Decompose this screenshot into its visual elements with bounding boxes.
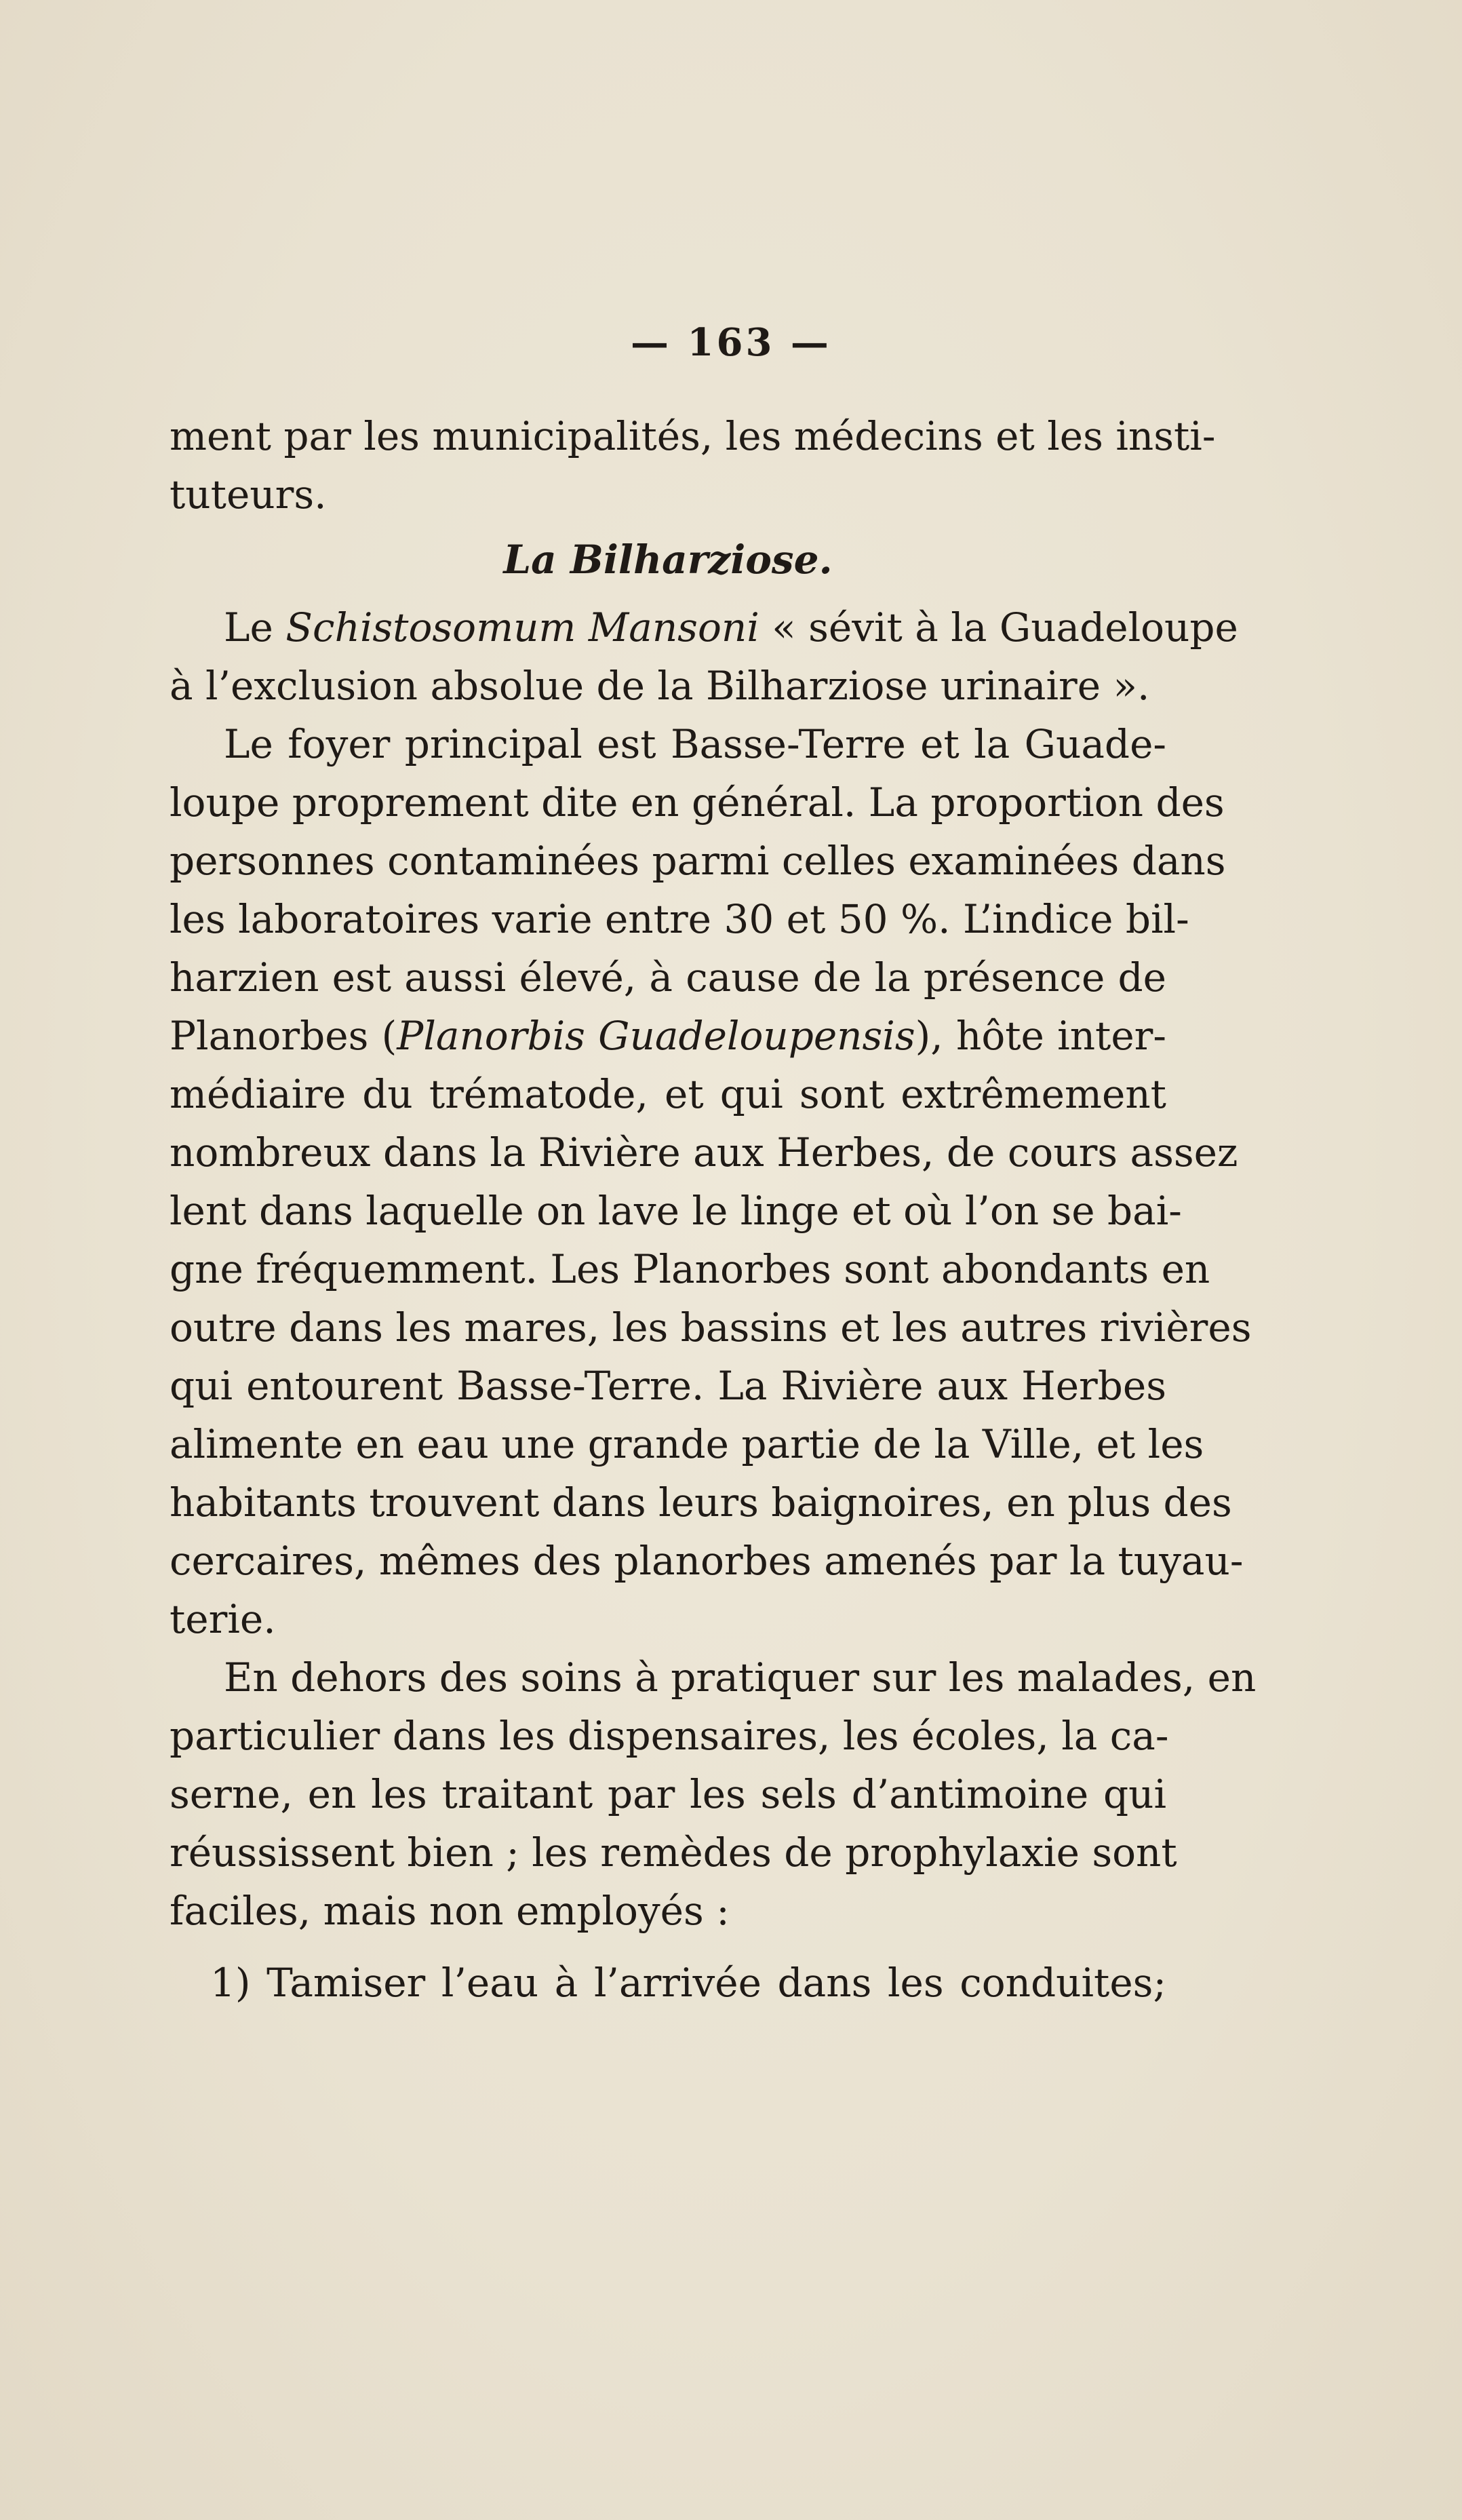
text-line: Le foyer principal est Basse-Terre et la Guade- [224, 721, 1166, 767]
text-line: tuteurs. [170, 471, 327, 518]
text-line: à l’exclusion absolue de la Bilharziose urinaire ». [170, 663, 1150, 709]
text-line: outre dans les mares, les bassins et les autres rivières [170, 1304, 1252, 1351]
text-line: habitants trouvent dans leurs baignoires, en plus des [170, 1479, 1232, 1526]
list-item: 1) Tamiser l’eau à l’arrivée dans les conduites; [210, 1960, 1166, 2006]
text-line: ment par les municipalités, les médecins et les insti- [170, 413, 1216, 459]
text-line: médiaire du trématode, et qui sont extrêmement [170, 1071, 1166, 1117]
page-number: — 163 — [631, 320, 831, 365]
text-line: personnes contaminées parmi celles examinées dans [170, 838, 1226, 884]
text-fragment: Planorbes ( [170, 1013, 397, 1059]
text-line: réussissent bien ; les remèdes de prophylaxie sont [170, 1829, 1177, 1876]
spacer [170, 1940, 1166, 1954]
text-line: terie. [170, 1596, 276, 1642]
text-line: les laboratoires varie entre 30 et 50 %. L’indice bil- [170, 896, 1189, 942]
text-line: serne, en les traitant par les sels d’antimoine qui [170, 1771, 1166, 1817]
text-line [170, 598, 1238, 657]
text-line: qui entourent Basse-Terre. La Rivière aux Herbes [170, 1363, 1166, 1409]
text-line: loupe proprement dite en général. La proportion des [170, 779, 1225, 826]
text-line: cercaires, mêmes des planorbes amenés par la tuyau- [170, 1538, 1244, 1584]
text-line: particulier dans les dispensaires, les écoles, la ca- [170, 1713, 1169, 1759]
text-line: harzien est aussi élevé, à cause de la présence de [170, 954, 1166, 1001]
text-line [170, 1007, 1166, 1065]
text-fragment: Le [224, 604, 286, 651]
text-line: alimente en eau une grande partie de la Ville, et les [170, 1421, 1204, 1467]
text-fragment: ), hôte inter- [915, 1013, 1167, 1059]
text-line: nombreux dans la Rivière aux Herbes, de cours assez [170, 1129, 1238, 1176]
section-heading: La Bilharziose. [503, 537, 833, 583]
text-fragment: « sévit à la Guadeloupe [759, 604, 1238, 651]
species-name: Planorbis Guadeloupensis [397, 1013, 915, 1059]
text-line: En dehors des soins à pratiquer sur les malades, en [224, 1654, 1257, 1701]
text-line: gne fréquemment. Les Planorbes sont abondants en [170, 1246, 1210, 1292]
text-line: lent dans laquelle on lave le linge et où l’on se bai- [170, 1188, 1182, 1234]
body-text [170, 407, 1257, 2012]
species-name: Schistosomum Mansoni [285, 604, 759, 651]
text-line: faciles, mais non employés : [170, 1888, 730, 1934]
